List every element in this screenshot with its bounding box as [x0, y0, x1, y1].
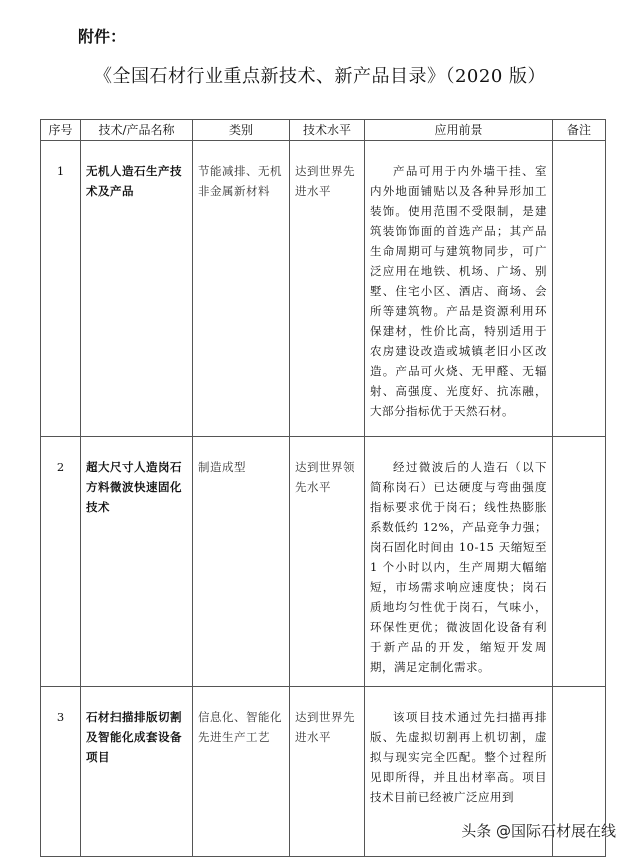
- header-name: 技术/产品名称: [81, 120, 193, 141]
- row-note: [553, 437, 606, 687]
- row-number: 3: [41, 687, 81, 857]
- row-level: 达到世界先进水平: [290, 687, 365, 857]
- row-name: 石材扫描排版切割及智能化成套设备项目: [81, 687, 193, 857]
- header-number: 序号: [41, 120, 81, 141]
- document-title: 《全国石材行业重点新技术、新产品目录》（2020 版）: [93, 66, 547, 87]
- row-category: 信息化、智能化先进生产工艺: [193, 687, 290, 857]
- table-row: [41, 437, 606, 687]
- row-category: 节能减排、无机非金属新材料: [193, 141, 290, 437]
- row-note: [553, 141, 606, 437]
- catalog-table: [40, 119, 606, 857]
- header-level: 技术水平: [290, 120, 365, 141]
- header-note: 备注: [553, 120, 606, 141]
- row-number: 2: [41, 437, 81, 687]
- row-name: 无机人造石生产技术及产品: [81, 141, 193, 437]
- row-number: 1: [41, 141, 81, 437]
- row-application: 经过微波后的人造石（以下简称岗石）已达硬度与弯曲强度指标要求优于岗石；线性热膨胀系数低约 12%，产品竞争力强；岗石固化时间由 10-15 天缩短至 1 个小时以内，生产周期大幅缩短，市场需求响应速度快；岗石质地均匀性优于岗石，气味小，环保性更优；微波固化设备有利于新产品的开发，缩短开发周期，满足定制化需求。: [365, 437, 553, 687]
- row-name: 超大尺寸人造岗石方料微波快速固化技术: [81, 437, 193, 687]
- row-level: 达到世界先进水平: [290, 141, 365, 437]
- attachment-label: 附件：: [78, 27, 127, 46]
- row-application: 该项目技术通过先扫描再排版、先虚拟切割再上机切割，虚拟与现实完全匹配。整个过程所见即所得，并且出材率高。项目技术目前已经被广泛应用到: [365, 687, 553, 857]
- row-application: 产品可用于内外墙干挂、室内外地面铺贴以及各种异形加工装饰。使用范围不受限制，是建筑装饰饰面的首选产品；其产品生命周期可与建筑物同步，可广泛应用在地铁、机场、广场、别墅、住宅小区、酒店、商场、会所等建筑物。产品是资源利用环保建材，性价比高，特别适用于农房建设改造或城镇老旧小区改造。产品可火烧、无甲醛、无辐射、高强度、光度好、抗冻融，大部分指标优于天然石材。: [365, 141, 553, 437]
- row-level: 达到世界领先水平: [290, 437, 365, 687]
- header-application: 应用前景: [365, 120, 553, 141]
- header-category: 类别: [193, 120, 290, 141]
- table-header-row: [41, 120, 606, 141]
- table-row: [41, 141, 606, 437]
- row-category: 制造成型: [193, 437, 290, 687]
- watermark-footer: 头条 @国际石材展在线: [461, 822, 616, 840]
